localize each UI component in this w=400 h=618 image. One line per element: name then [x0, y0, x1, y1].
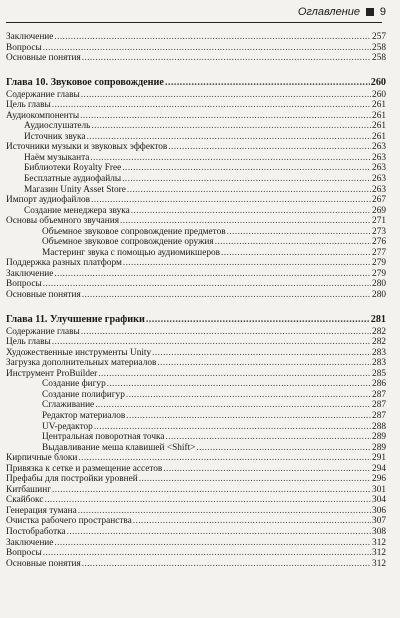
toc-entry[interactable]: [6, 142, 386, 153]
toc-entry[interactable]: [6, 443, 386, 454]
toc-entry-title: Редактор материалов: [42, 410, 126, 421]
toc-entry-title: Вопросы: [6, 279, 42, 290]
toc-entry-title: Источник звука: [24, 131, 86, 142]
toc-entry-page: 280: [372, 290, 386, 301]
dot-leader: [146, 313, 370, 327]
dot-leader: [126, 390, 371, 401]
toc-entry-title: Инструмент ProBuilder: [6, 368, 98, 379]
toc-chapter-heading[interactable]: [6, 313, 386, 327]
toc-entry-title: Выдавливание меша клавишей <Shift>: [42, 442, 196, 453]
toc-entry[interactable]: [6, 337, 386, 348]
toc-entry-title: Заключение: [6, 268, 54, 279]
square-marker-icon: [366, 8, 374, 16]
toc-entry[interactable]: [6, 411, 386, 422]
toc-entry-page: 288: [372, 421, 386, 432]
dot-leader: [43, 548, 371, 559]
toc-entry[interactable]: [6, 100, 386, 111]
dot-leader: [126, 411, 371, 422]
toc-entry-title: Кирпичные блоки: [6, 453, 78, 464]
toc-entry-page: 287: [372, 400, 386, 411]
toc-entry[interactable]: [6, 290, 386, 301]
toc-entry-page: 307: [372, 516, 386, 527]
toc-entry-title: Очистка рабочего пространства: [6, 516, 132, 527]
toc-entry-page: 296: [372, 474, 386, 485]
toc-entry[interactable]: [6, 548, 386, 559]
page-header: [0, 0, 400, 24]
dot-leader: [54, 32, 371, 43]
toc-entry-page: 261: [372, 121, 386, 132]
dot-leader: [122, 163, 371, 174]
dot-leader: [90, 153, 371, 164]
toc-entry-page: 280: [372, 279, 386, 290]
toc-entry[interactable]: [6, 237, 386, 248]
toc-entry-page: 279: [372, 258, 386, 269]
toc-entry-page: 261: [372, 131, 386, 142]
toc-entry[interactable]: [6, 248, 386, 259]
dot-leader: [196, 443, 371, 454]
toc-entry-page: 277: [372, 247, 386, 258]
toc-entry-title: Аудиокомпоненты: [6, 110, 80, 121]
dot-leader: [131, 206, 371, 217]
section-gap: [6, 301, 386, 313]
toc-entry-page: 273: [372, 226, 386, 237]
header-rule: [6, 22, 382, 23]
toc-entry-title: Основные понятия: [6, 53, 81, 64]
toc-entry[interactable]: [6, 53, 386, 64]
dot-leader: [82, 53, 371, 64]
dot-leader: [157, 358, 371, 369]
toc-entry-page: 306: [372, 505, 386, 516]
toc-entry-page: 301: [372, 484, 386, 495]
toc-entry-page: 304: [372, 495, 386, 506]
toc-entry[interactable]: [6, 206, 386, 217]
toc-entry-title: Поддержка разных платформ: [6, 258, 122, 269]
toc-entry-page: 267: [372, 195, 386, 206]
toc-entry-title: Цель главы: [6, 100, 51, 111]
dot-leader: [107, 379, 371, 390]
toc-entry-title: Создание фигур: [42, 379, 106, 390]
toc-entry[interactable]: [6, 379, 386, 390]
toc-entry[interactable]: [6, 32, 386, 43]
toc-entry-title: Сглаживание: [42, 400, 95, 411]
toc-entry[interactable]: [6, 348, 386, 359]
toc-entry[interactable]: [6, 390, 386, 401]
toc-entry-page: 289: [372, 442, 386, 453]
toc-entry-title: Импорт аудиофайлов: [6, 195, 91, 206]
dot-leader: [43, 279, 371, 290]
toc-entry-title: Вопросы: [6, 42, 42, 53]
toc-entry-page: 312: [372, 548, 386, 559]
dot-leader: [221, 248, 371, 259]
dot-leader: [95, 400, 371, 411]
toc-entry-page: 279: [372, 268, 386, 279]
toc-entry-title: Магазин Unity Asset Store: [24, 184, 126, 195]
toc-entry-page: 282: [372, 326, 386, 337]
dot-leader: [81, 90, 371, 101]
toc-entry[interactable]: [6, 485, 386, 496]
toc-entry-title: Загрузка дополнительных материалов: [6, 358, 157, 369]
toc-entry-page: 257: [372, 32, 386, 42]
toc-entry[interactable]: [6, 153, 386, 164]
dot-leader: [94, 422, 371, 433]
dot-leader: [163, 464, 371, 475]
toc-entry[interactable]: [6, 327, 386, 338]
toc-entry[interactable]: [6, 43, 386, 54]
dot-leader: [127, 185, 371, 196]
toc-entry-page: 281: [370, 313, 386, 325]
toc-entry[interactable]: [6, 506, 386, 517]
toc-entry-title: Наём музыканта: [24, 152, 90, 163]
section-gap: [6, 64, 386, 76]
toc-entry-page: 263: [372, 163, 386, 174]
toc-entry[interactable]: [6, 195, 386, 206]
toc-entry-title: Мастеринг звука с помощью аудиомикшеров: [42, 247, 221, 258]
dot-leader: [54, 269, 371, 280]
toc-entry-title: Заключение: [6, 537, 54, 548]
toc-entry[interactable]: [6, 269, 386, 280]
toc-entry-title: Основы объемного звучания: [6, 216, 119, 227]
dot-leader: [78, 453, 371, 464]
dot-leader: [80, 111, 371, 122]
toc-entry-page: 282: [372, 337, 386, 348]
toc-entry[interactable]: [6, 369, 386, 380]
toc-entry-page: 312: [372, 537, 386, 548]
dot-leader: [122, 174, 371, 185]
toc-entry-title: Заключение: [6, 32, 54, 42]
toc-entry-title: Основные понятия: [6, 290, 81, 301]
toc-entry[interactable]: [6, 538, 386, 549]
toc-entry-page: 263: [372, 142, 386, 153]
dot-leader: [120, 216, 371, 227]
toc-entry[interactable]: [6, 559, 386, 570]
dot-leader: [98, 369, 371, 380]
dot-leader: [52, 337, 371, 348]
toc-entry-page: 263: [372, 174, 386, 185]
dot-leader: [227, 227, 371, 238]
toc-entry-title: Содержание главы: [6, 89, 80, 100]
toc-entry[interactable]: [6, 432, 386, 443]
dot-leader: [67, 527, 371, 538]
dot-leader: [82, 559, 371, 570]
toc-entry-page: 263: [372, 152, 386, 163]
toc-entry[interactable]: [6, 422, 386, 433]
toc-entry-page: 285: [372, 368, 386, 379]
toc-entry[interactable]: [6, 132, 386, 143]
toc-entry-page: 261: [372, 100, 386, 111]
toc-entry-page: 308: [372, 526, 386, 537]
toc-entry-title: UV-редактор: [42, 421, 93, 432]
toc-entry-page: 287: [372, 389, 386, 400]
dot-leader: [165, 76, 370, 90]
toc-entry-page: 271: [372, 216, 386, 227]
toc-entry-page: 283: [372, 358, 386, 369]
toc-entry-title: Объемное звуковое сопровождение оружия: [42, 237, 214, 248]
toc-entry-title: Объемное звуковое сопровождение предметов: [42, 226, 226, 237]
toc-entry-page: 269: [372, 205, 386, 216]
toc-entry-title: Вопросы: [6, 548, 42, 559]
dot-leader: [44, 495, 371, 506]
toc-entry-page: 260: [370, 76, 386, 88]
toc-entry-page: 286: [372, 379, 386, 390]
dot-leader: [168, 142, 371, 153]
toc-entry[interactable]: [6, 495, 386, 506]
page-number: 9: [379, 6, 386, 18]
dot-leader: [91, 121, 371, 132]
toc-chapter-heading[interactable]: [6, 76, 386, 90]
toc-entry[interactable]: [6, 121, 386, 132]
toc-entry-title: Китбашинг: [6, 484, 52, 495]
toc-entry-title: Постобработка: [6, 526, 66, 537]
toc-entry-title: Цель главы: [6, 337, 51, 348]
dot-leader: [123, 258, 371, 269]
toc-entry[interactable]: [6, 358, 386, 369]
dot-leader: [133, 516, 371, 527]
toc-entry-title: Содержание главы: [6, 326, 80, 337]
toc-entry-title: Глава 11. Улучшение графики: [6, 313, 145, 325]
toc-entry[interactable]: [6, 111, 386, 122]
toc-entry-page: 294: [372, 463, 386, 474]
toc-entry[interactable]: [6, 258, 386, 269]
dot-leader: [91, 195, 371, 206]
dot-leader: [166, 432, 372, 443]
toc-entry-page: 312: [372, 558, 386, 569]
dot-leader: [78, 506, 371, 517]
toc-entry[interactable]: [6, 90, 386, 101]
toc-entry-title: Художественные инструменты Unity: [6, 347, 152, 358]
toc-entry-title: Генерация тумана: [6, 505, 77, 516]
table-of-contents: [6, 32, 386, 569]
dot-leader: [43, 43, 371, 54]
toc-entry[interactable]: [6, 464, 386, 475]
toc-entry-title: Основные понятия: [6, 558, 81, 569]
toc-entry-page: 261: [372, 110, 386, 121]
toc-entry[interactable]: [6, 185, 386, 196]
toc-entry-page: 258: [372, 53, 386, 64]
dot-leader: [52, 100, 371, 111]
toc-entry-title: Бесплатные аудиофайлы: [24, 174, 122, 185]
toc-entry[interactable]: [6, 227, 386, 238]
dot-leader: [81, 327, 371, 338]
dot-leader: [52, 485, 371, 496]
toc-entry-title: Аудиослушатель: [24, 121, 91, 132]
dot-leader: [87, 132, 371, 143]
dot-leader: [82, 290, 371, 301]
toc-entry-title: Привязка к сетке и размещение ассетов: [6, 463, 163, 474]
toc-entry-page: 263: [372, 184, 386, 195]
toc-entry[interactable]: [6, 174, 386, 185]
toc-entry-title: Источники музыки и звуковых эффектов: [6, 142, 168, 153]
toc-entry-page: 283: [372, 347, 386, 358]
toc-entry-page: 276: [372, 237, 386, 248]
toc-entry-page: 289: [372, 432, 386, 443]
toc-entry[interactable]: [6, 516, 386, 527]
toc-entry-title: Центральная поворотная точка: [42, 432, 165, 443]
dot-leader: [54, 538, 371, 549]
toc-entry-title: Создание полифигур: [42, 389, 125, 400]
toc-entry[interactable]: [6, 527, 386, 538]
toc-entry[interactable]: [6, 216, 386, 227]
toc-entry-title: Библиотеки Royalty Free: [24, 163, 122, 174]
dot-leader: [139, 474, 371, 485]
toc-entry[interactable]: [6, 453, 386, 464]
toc-entry-title: Создание менеджера звука: [24, 205, 130, 216]
toc-entry-title: Префабы для постройки уровней: [6, 474, 138, 485]
toc-entry-page: 260: [372, 89, 386, 100]
toc-entry-page: 287: [372, 410, 386, 421]
toc-entry-page: 291: [372, 453, 386, 464]
toc-entry[interactable]: [6, 400, 386, 411]
toc-entry-title: Глава 10. Звуковое сопровождение: [6, 76, 164, 88]
toc-entry-page: 258: [372, 42, 386, 53]
toc-entry[interactable]: [6, 279, 386, 290]
running-header-title: Оглавление: [297, 6, 360, 18]
dot-leader: [152, 348, 371, 359]
toc-entry[interactable]: [6, 474, 386, 485]
toc-entry-title: Скайбокс: [6, 495, 44, 506]
toc-entry[interactable]: [6, 163, 386, 174]
dot-leader: [215, 237, 371, 248]
